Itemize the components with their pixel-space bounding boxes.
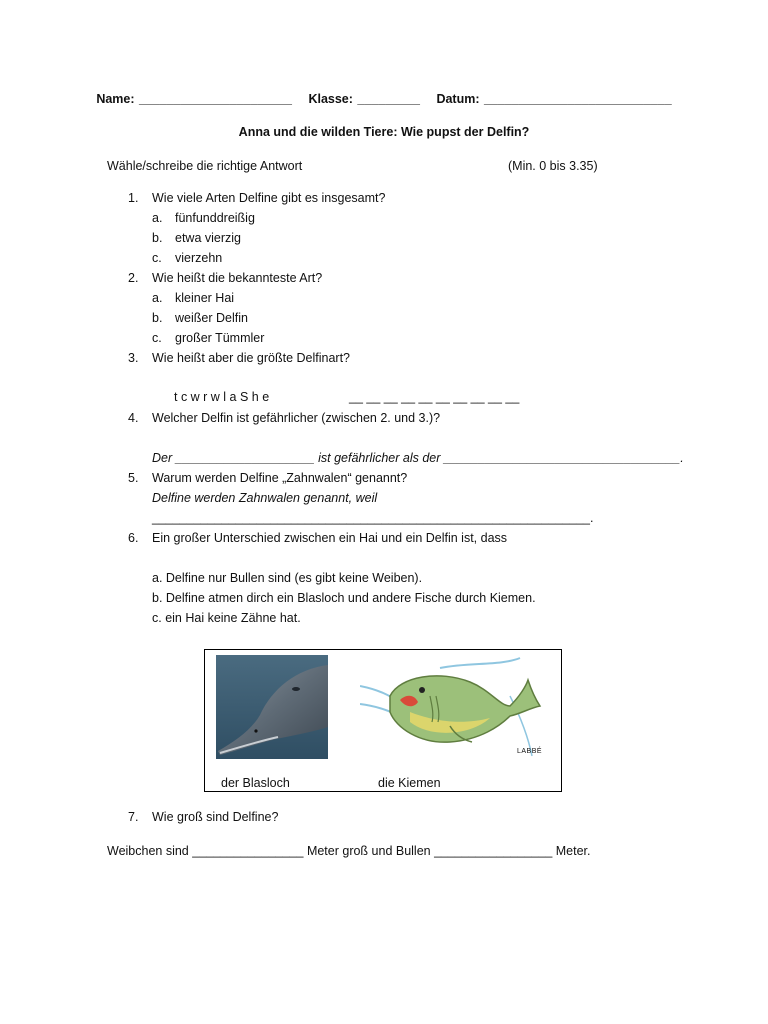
question-text: Wie viele Arten Delfine gibt es insgesamt?	[152, 191, 386, 205]
option-letter: c.	[152, 251, 162, 265]
question-text: Warum werden Delfine „Zahnwalen“ genannt?	[152, 471, 408, 485]
question-number: 4.	[128, 411, 139, 425]
answer-line[interactable]: _______________________________________________________________.	[152, 511, 594, 525]
option-letter: b.	[152, 311, 163, 325]
option-text[interactable]: a. Delfine nur Bullen sind (es gibt keine Weiben).	[152, 571, 423, 585]
option-text[interactable]: etwa vierzig	[175, 231, 241, 245]
question-number: 7.	[128, 810, 139, 824]
artist-signature: LABBÉ	[517, 748, 543, 755]
answer-line[interactable]: Weibchen sind ________________ Meter groß und Bullen _________________ Meter.	[107, 844, 591, 858]
question-text: Welcher Delfin ist gefährlicher (zwischen 2. und 3.)?	[152, 411, 441, 425]
caption-gills: die Kiemen	[378, 776, 441, 790]
option-text[interactable]: großer Tümmler	[175, 331, 265, 345]
question-number: 5.	[128, 471, 139, 485]
name-field[interactable]: Name: ______________________	[96, 92, 292, 106]
answer-start: Delfine werden Zahnwalen genannt, weil	[152, 491, 378, 505]
question-text: Wie groß sind Delfine?	[152, 810, 279, 824]
date-field[interactable]: Datum: ___________________________	[436, 92, 672, 106]
option-letter: a.	[152, 211, 163, 225]
header-line	[0, 92, 768, 106]
question-number: 2.	[128, 271, 139, 285]
question-text: Ein großer Unterschied zwischen ein Hai und ein Delfin ist, dass	[152, 531, 508, 545]
option-text[interactable]: c. ein Hai keine Zähne hat.	[152, 611, 301, 625]
option-text[interactable]: vierzehn	[175, 251, 223, 265]
answer-line[interactable]: Der ____________________ ist gefährlicher als der __________________________________.	[152, 451, 684, 465]
option-text[interactable]: b. Delfine atmen dirch ein Blasloch und andere Fische durch Kiemen.	[152, 591, 536, 605]
instruction-text: Wähle/schreibe die richtige Antwort	[107, 159, 303, 173]
figure-box	[204, 649, 562, 792]
option-text[interactable]: weißer Delfin	[175, 311, 248, 325]
question-text: Wie heißt die bekannteste Art?	[152, 271, 323, 285]
dolphin-photo	[216, 655, 328, 759]
question-number: 1.	[128, 191, 139, 205]
option-letter: a.	[152, 291, 163, 305]
class-field[interactable]: Klasse: _________	[308, 92, 420, 106]
worksheet-title: Anna und die wilden Tiere: Wie pupst der Delfin?	[238, 125, 530, 139]
option-letter: c.	[152, 331, 162, 345]
option-letter: b.	[152, 231, 163, 245]
question-number: 6.	[128, 531, 139, 545]
time-range: (Min. 0 bis 3.35)	[508, 159, 598, 173]
caption-blowhole: der Blasloch	[221, 776, 290, 790]
answer-blanks[interactable]: __ __ __ __ __ __ __ __ __ __	[349, 390, 520, 404]
question-text: Wie heißt aber die größte Delfinart?	[152, 351, 351, 365]
option-text[interactable]: fünfunddreißig	[175, 211, 255, 225]
question-number: 3.	[128, 351, 139, 365]
option-text[interactable]: kleiner Hai	[175, 291, 235, 305]
scrambled-letters: t c w r w l a S h e	[174, 390, 270, 404]
